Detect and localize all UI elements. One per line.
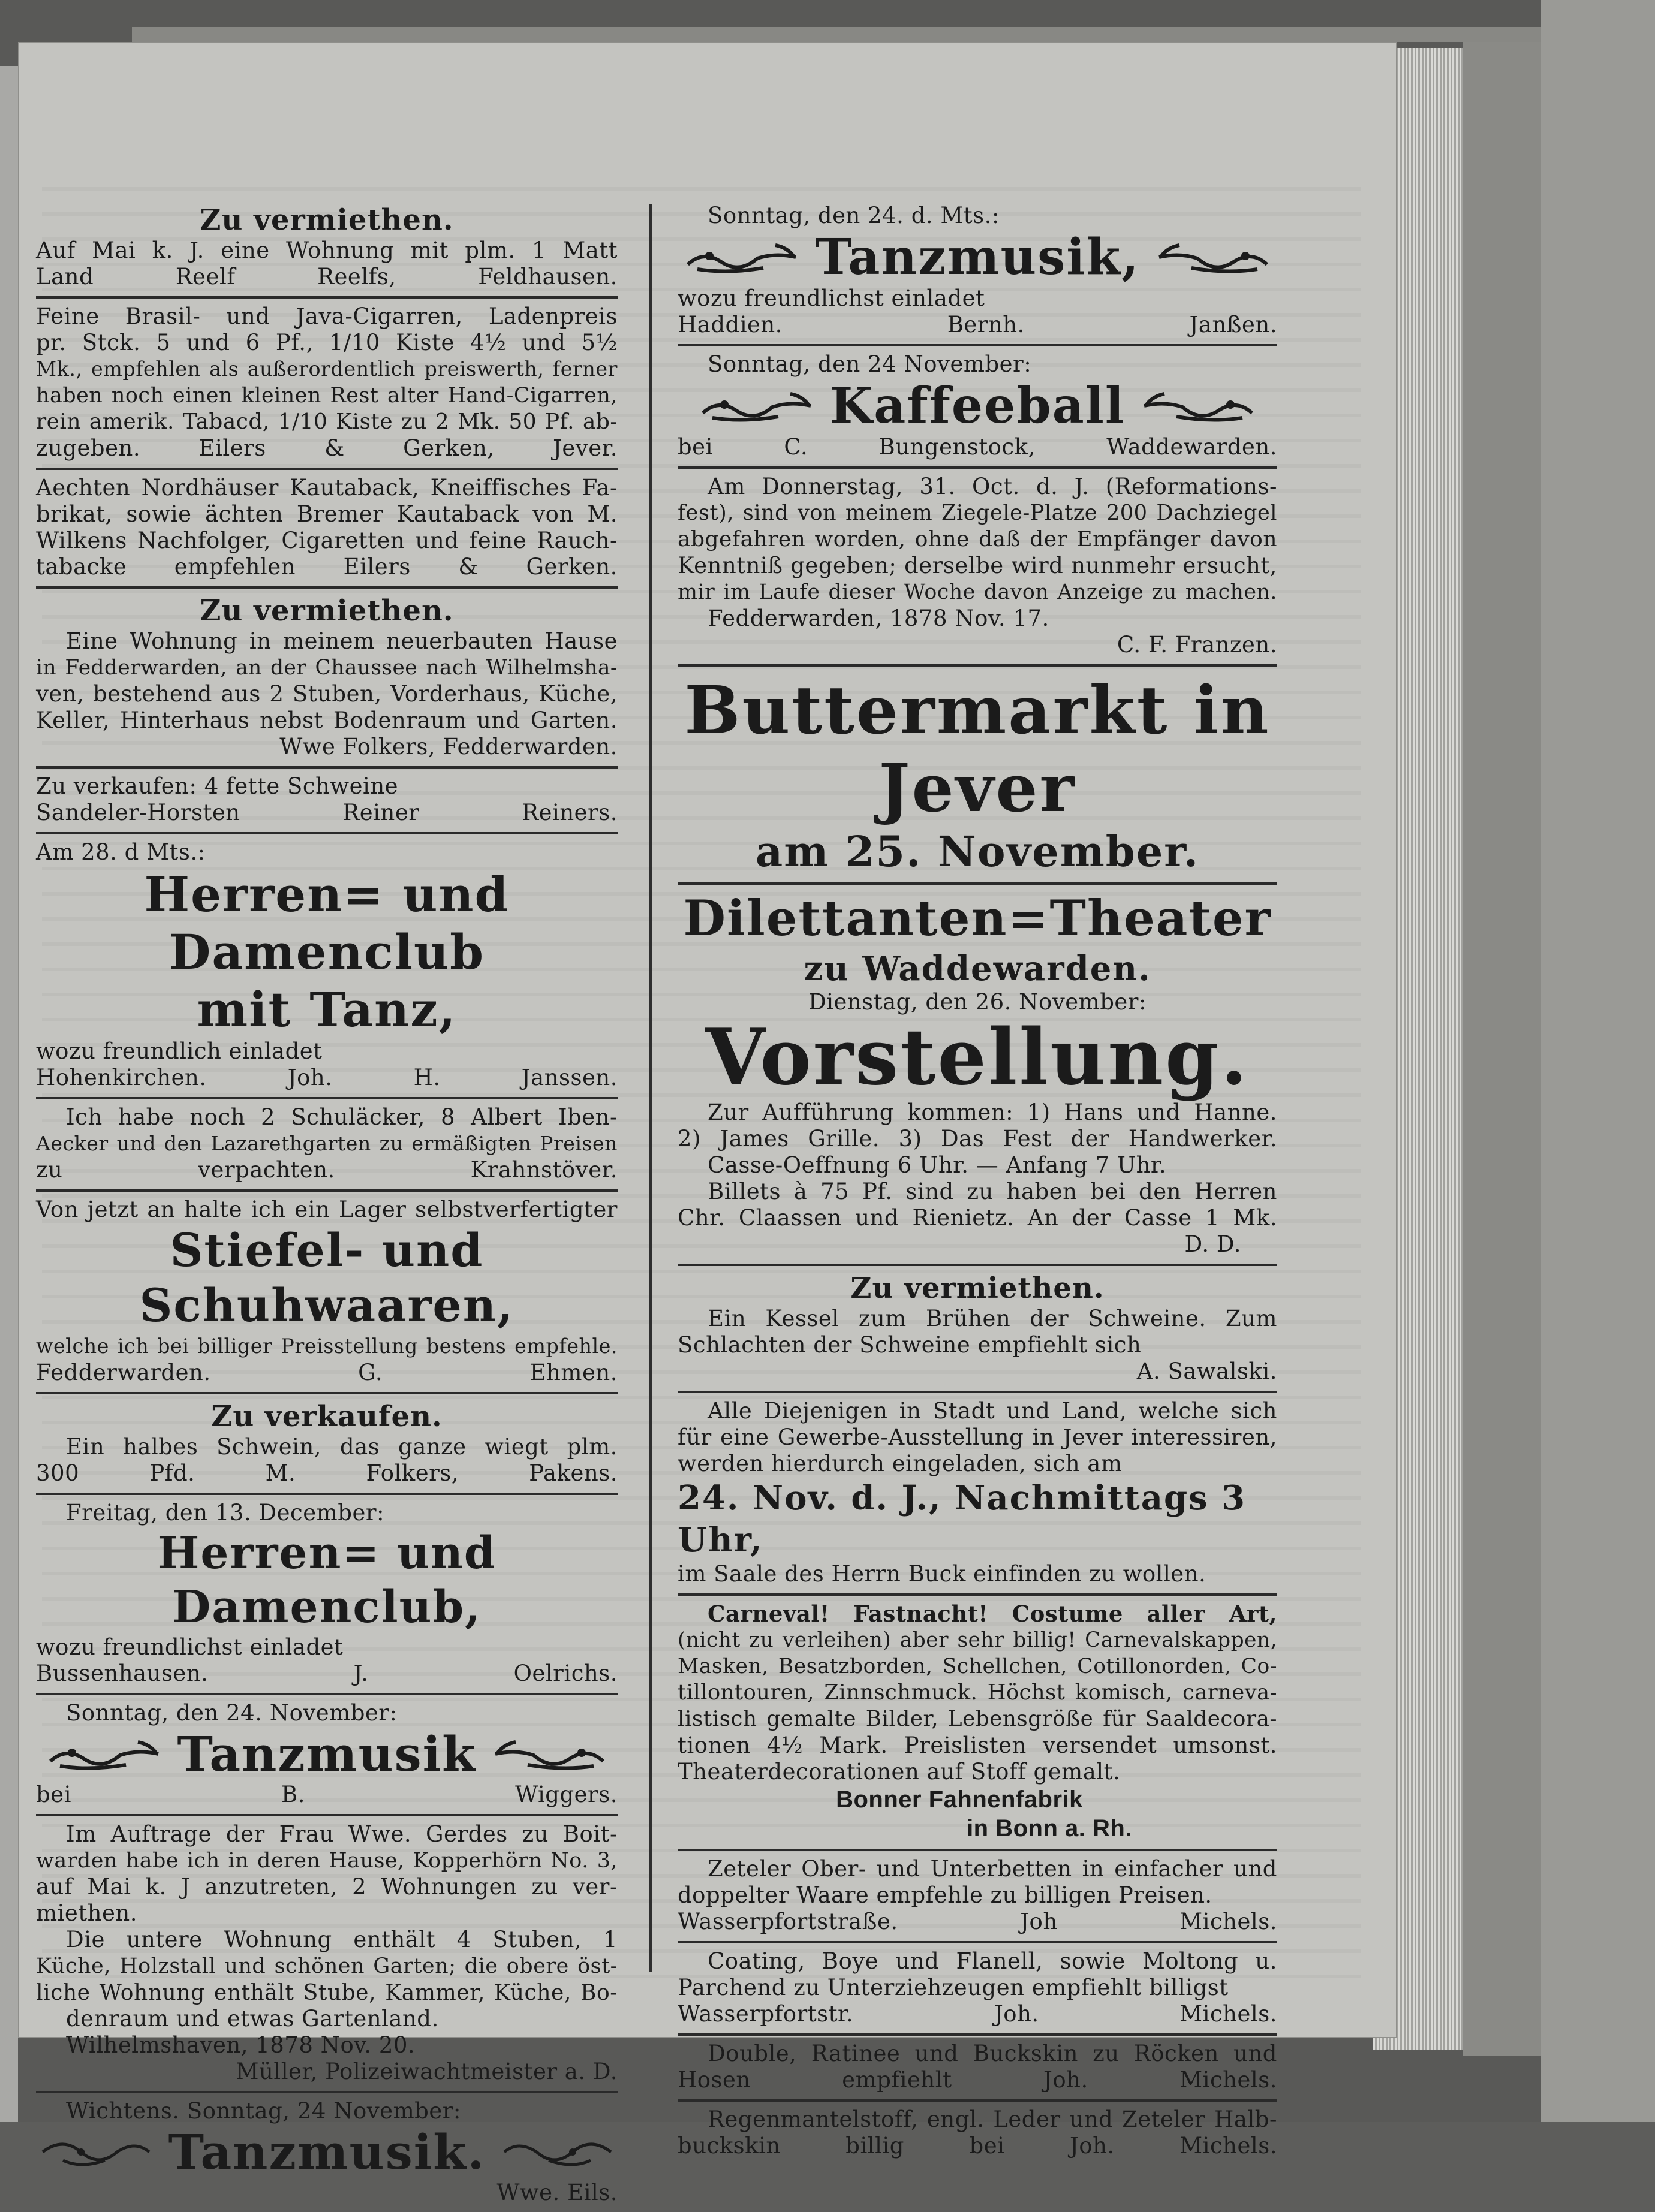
headline-row bbox=[36, 1726, 618, 1782]
ad-betten bbox=[678, 1851, 1277, 1943]
ad-text-left: bei bbox=[36, 1782, 71, 1807]
ad-headline: Buttermarkt in Jever bbox=[684, 671, 1271, 827]
ad-buckskin bbox=[678, 2036, 1277, 2102]
flourish-right-icon bbox=[1156, 238, 1269, 276]
ad-text-line: Keller, Hinterhaus nebst Bodenraum und Garten. bbox=[36, 707, 618, 733]
ad-cigarren bbox=[36, 299, 618, 470]
ad-text-line: Auf Mai k. J. eine Wohnung mit plm. 1 Matt bbox=[36, 237, 618, 263]
ad-zu-vermiethen-1 bbox=[36, 198, 618, 299]
ad-text-line: liche Wohnung enthält Stube, Kammer, Küche, Bo- bbox=[36, 1979, 618, 2005]
flourish-left-icon bbox=[685, 238, 799, 276]
ad-text-line: Zeteler Ober- und Unterbetten in einfacher und bbox=[708, 1856, 1277, 1882]
ad-zu-verkaufen-2 bbox=[36, 1394, 618, 1495]
ad-text-left: tabacke empfehlen bbox=[36, 554, 296, 580]
ad-zu-vermiethen-2 bbox=[36, 589, 618, 769]
ad-schulaecker bbox=[36, 1099, 618, 1192]
ad-kautaback bbox=[36, 470, 618, 589]
ad-text-line: Die untere Wohnung enthält 4 Stuben, 1 bbox=[66, 1927, 618, 1952]
ad-text-line: Wilhelmshaven, 1878 Nov. 20. bbox=[66, 2032, 416, 2058]
book-binding bbox=[1463, 27, 1541, 2056]
headline-row bbox=[678, 378, 1277, 434]
ad-signature: M. Folkers, Pakens. bbox=[265, 1460, 618, 1486]
ad-text-left: Sandeler-Horsten bbox=[36, 800, 240, 825]
ad-headline: Herren= und Damenclub, bbox=[157, 1527, 496, 1633]
previous-page-edge bbox=[0, 66, 18, 2122]
ad-text-line: Im Auftrage der Frau Wwe. Gerdes zu Boit- bbox=[66, 1821, 618, 1847]
flourish-left-icon bbox=[48, 1735, 162, 1773]
ad-text-left: zugeben. bbox=[36, 435, 141, 461]
ad-dachziegel bbox=[678, 469, 1277, 667]
ad-text-line: fest), sind von meinem Ziegele-Platze 200 Dachziegel bbox=[678, 501, 1277, 525]
ad-signature: A. Sawalski. bbox=[1136, 1358, 1277, 1384]
ad-gewerbe-ausstellung bbox=[678, 1393, 1277, 1596]
ad-subheadline: zu Waddewarden. bbox=[804, 949, 1151, 989]
firm-location: in Bonn a. Rh. bbox=[967, 1815, 1132, 1842]
ad-text-left: zu verpachten. bbox=[36, 1157, 335, 1183]
flourish-right-icon bbox=[1141, 387, 1254, 425]
ad-text-line: Billets à 75 Pf. sind zu haben bei den Herren bbox=[708, 1179, 1277, 1204]
left-column bbox=[36, 198, 618, 2212]
ad-headline: 24. Nov. d. J., Nachmittags 3 Uhr, bbox=[678, 1478, 1247, 1560]
ad-text-line: Dienstag, den 26. November: bbox=[808, 989, 1147, 1015]
ad-text-line: Double, Ratinee und Buckskin zu Röcken und bbox=[708, 2041, 1277, 2066]
ad-signature: Bernh. Janßen. bbox=[947, 312, 1277, 337]
ad-signature: Joh. Michels. bbox=[994, 2001, 1277, 2027]
ad-text-line: wozu freundlich einladet bbox=[36, 1038, 323, 1064]
ad-text-line: rein amerik. Tabacd, 1/10 Kiste zu 2 Mk. 50 Pf. ab- bbox=[36, 409, 618, 434]
ad-text-line: denraum und etwas Gartenland. bbox=[66, 2006, 439, 2032]
ad-text-line: Am 28. d Mts.: bbox=[36, 839, 206, 865]
ad-headline: Tanzmusik. bbox=[168, 2124, 486, 2180]
ad-text-line: Kenntniß gegeben; derselbe wird nunmehr ersucht, bbox=[678, 553, 1277, 578]
ad-schuhwaaren bbox=[36, 1192, 618, 1394]
book-cover-edge bbox=[1541, 0, 1655, 2122]
ad-tanzmusik-wichtens bbox=[36, 2093, 618, 2212]
ad-text-line: auf Mai k. J anzutreten, 2 Wohnungen zu ver- bbox=[36, 1874, 618, 1900]
ad-text-left: Bussenhausen. bbox=[36, 1660, 209, 1686]
ad-text-line: Zu verkaufen: 4 fette Schweine bbox=[36, 773, 399, 799]
ad-text-line: Wilkens Nachfolger, Cigaretten und feine Rauch- bbox=[36, 528, 618, 553]
ad-text-line: Feine Brasil- und Java-Cigarren, Ladenpreis bbox=[36, 303, 618, 329]
ad-text-line: haben noch einen kleinen Rest alter Hand-Cigarren, bbox=[36, 384, 618, 408]
ad-text-left: Fedderwarden. bbox=[36, 1360, 211, 1385]
ad-text-line: für eine Gewerbe-Ausstellung in Jever interessiren, bbox=[678, 1424, 1277, 1450]
ad-headline: Tanzmusik, bbox=[815, 228, 1140, 286]
ad-text-left: bei bbox=[678, 434, 713, 460]
ad-signature: C. F. Franzen. bbox=[1117, 632, 1277, 658]
scroll-ornament-left-icon bbox=[39, 2133, 153, 2171]
ad-signature: Eilers & Gerken, Jever. bbox=[198, 435, 618, 461]
ad-signature: Joh Michels. bbox=[1020, 1909, 1277, 1934]
ad-text-line: miethen. bbox=[36, 1900, 138, 1926]
ad-text-line: mir im Laufe dieser Woche davon Anzeige zu machen. bbox=[678, 580, 1277, 604]
ad-damenclub-2 bbox=[36, 1495, 618, 1695]
ad-signature: Joh. H. Janssen. bbox=[287, 1065, 618, 1090]
ad-text-line: Küche, Holzstall und schönen Garten; die obere öst- bbox=[36, 1954, 618, 1978]
ad-regenmantelstoff bbox=[678, 2102, 1277, 2165]
firm-name: Bonner Fahnenfabrik bbox=[836, 1786, 1083, 1813]
ad-text-line: Parchend zu Unterziehzeugen empfiehlt billigst bbox=[678, 1975, 1229, 2000]
ad-signature: Joh. Michels. bbox=[1070, 2133, 1277, 2159]
flourish-right-icon bbox=[492, 1735, 606, 1773]
ad-text-line: im Saale des Herrn Buck einfinden zu wollen. bbox=[678, 1561, 1206, 1587]
ad-text-line: warden habe ich in deren Hause, Kopperhörn No. 3, bbox=[36, 1849, 618, 1873]
ad-text-line: Zur Aufführung kommen: 1) Hans und Hanne. bbox=[708, 1099, 1277, 1125]
ad-text-line: Aechten Nordhäuser Kautaback, Kneiffisches Fa- bbox=[36, 475, 618, 501]
ad-text-line: Ein Kessel zum Brühen der Schweine. Zum bbox=[708, 1306, 1277, 1331]
ad-text-line: in Fedderwarden, an der Chaussee nach Wilhelmsha- bbox=[36, 656, 618, 680]
ad-headline: Stiefel- und Schuhwaaren, bbox=[139, 1223, 514, 1332]
ad-text-line: Casse-Oeffnung 6 Uhr. — Anfang 7 Uhr. bbox=[708, 1152, 1167, 1178]
ad-text-left: Wasserpfortstraße. bbox=[678, 1909, 898, 1934]
ad-text-line: tionen 4½ Mark. Preislisten versendet umsonst. bbox=[678, 1732, 1277, 1758]
ad-text-line: Carneval! Fastnacht! Costume aller Art, bbox=[708, 1601, 1277, 1627]
ad-headline: Herren= und Damenclub bbox=[144, 866, 510, 980]
ad-headline: Dilettanten=Theater bbox=[683, 890, 1272, 947]
ad-title: Zu vermiethen. bbox=[200, 203, 454, 237]
ad-text-line: Am Donnerstag, 31. Oct. d. J. (Reformations- bbox=[708, 474, 1277, 499]
ad-kaffeeball bbox=[678, 346, 1277, 469]
top-edge-shadow bbox=[132, 27, 1541, 42]
ad-text-line: Regenmantelstoff, engl. Leder und Zeteler Halb- bbox=[708, 2106, 1277, 2132]
ad-signature: Reelf Reelfs, Feldhausen. bbox=[175, 264, 618, 290]
ad-text-line: Coating, Boye und Flanell, sowie Moltong u. bbox=[708, 1948, 1277, 1974]
ad-text-line: abgefahren worden, ohne daß der Empfänger davon bbox=[678, 527, 1277, 552]
ad-subheadline: am 25. November. bbox=[755, 827, 1200, 876]
ad-text-line: brikat, sowie ächten Bremer Kautaback von M. bbox=[36, 501, 618, 527]
ad-text-line: Sonntag, den 24 November: bbox=[708, 351, 1032, 377]
ad-signature: Wwe. Eils. bbox=[496, 2180, 618, 2205]
ad-signature: D. D. bbox=[1184, 1231, 1241, 1257]
ad-text-line: Theaterdecorationen auf Stoff gemalt. bbox=[678, 1759, 1121, 1785]
ad-text-line: ven, bestehend aus 2 Stuben, Vorderhaus, Küche, bbox=[36, 681, 618, 707]
ad-text-line: doppelter Waare empfehle zu billigen Preisen. bbox=[678, 1882, 1212, 1908]
ad-text-line: Sonntag, den 24. November: bbox=[66, 1700, 398, 1726]
column-divider bbox=[649, 204, 652, 1972]
ad-zu-verkaufen-1 bbox=[36, 769, 618, 834]
ad-headline: Kaffeeball bbox=[829, 377, 1126, 435]
ad-text-line: wozu freundlichst einladet bbox=[678, 285, 985, 311]
ad-text-line: Von jetzt an halte ich ein Lager selbstverfertigter bbox=[36, 1197, 618, 1222]
ad-signature: Eilers & Gerken. bbox=[343, 554, 618, 580]
ad-text-line: Ich habe noch 2 Schuläcker, 8 Albert Iben- bbox=[66, 1104, 618, 1130]
ad-text-line: Masken, Besatzborden, Schellchen, Cotillonorden, Co- bbox=[678, 1655, 1277, 1678]
ad-text-left: Hohenkirchen. bbox=[36, 1065, 207, 1090]
ad-damenclub-1 bbox=[36, 834, 618, 1099]
ad-text-left: Haddien. bbox=[678, 312, 783, 337]
ad-text-line: listisch gemalte Bilder, Lebensgröße für Saaldecora- bbox=[678, 1707, 1277, 1731]
headline-row bbox=[678, 229, 1277, 285]
ad-text-line: Schlachten der Schweine empfiehlt sich bbox=[678, 1332, 1142, 1358]
ad-text-line: Fedderwarden, 1878 Nov. 17. bbox=[708, 605, 1049, 631]
ad-headline: Tanzmusik bbox=[177, 1726, 477, 1782]
ad-carneval bbox=[678, 1596, 1277, 1851]
ad-tanzmusik-wiggers bbox=[36, 1695, 618, 1816]
ad-signature: Wwe Folkers, Fedderwarden. bbox=[279, 734, 618, 760]
ad-text-line: (nicht zu verleihen) aber sehr billig! Carnevalskappen, bbox=[678, 1628, 1277, 1652]
scroll-ornament-right-icon bbox=[501, 2133, 615, 2171]
ad-text-line: Ein halbes Schwein, das ganze wiegt plm. bbox=[66, 1434, 618, 1460]
ad-tanzmusik-haddien bbox=[678, 198, 1277, 346]
ad-text-line: Freitag, den 13. December: bbox=[66, 1500, 384, 1526]
ad-text-left: Land bbox=[36, 264, 94, 290]
ad-text-line: Alle Diejenigen in Stadt und Land, welche sich bbox=[708, 1398, 1277, 1424]
ad-signature: Reiner Reiners. bbox=[342, 800, 618, 825]
ad-text-left: Hosen empfiehlt bbox=[678, 2067, 952, 2093]
ad-signature: C. Bungenstock, Waddewarden. bbox=[784, 434, 1277, 460]
ad-signature: G. Ehmen. bbox=[358, 1360, 618, 1385]
ad-wohnungen-boitwarden bbox=[36, 1816, 618, 2093]
ad-headline: mit Tanz, bbox=[197, 981, 457, 1038]
ad-title: Zu verkaufen. bbox=[211, 1400, 443, 1433]
ad-coating bbox=[678, 1943, 1277, 2036]
ad-text-line: 2) James Grille. 3) Das Fest der Handwerker. bbox=[678, 1126, 1277, 1152]
ad-text-line: Sonntag, den 24. d. Mts.: bbox=[708, 203, 1000, 228]
flourish-left-icon bbox=[700, 387, 814, 425]
ad-text-line: Wichtens. Sonntag, 24 November: bbox=[66, 2098, 461, 2124]
ad-signature: Joh. Michels. bbox=[1043, 2067, 1278, 2093]
ad-headline: Vorstellung. bbox=[705, 1012, 1250, 1102]
ad-signature: B. Wiggers. bbox=[281, 1782, 618, 1807]
ad-text-left: 300 Pfd. bbox=[36, 1460, 195, 1486]
right-column bbox=[678, 198, 1277, 2165]
ad-text-line: wozu freundlichst einladet bbox=[36, 1634, 344, 1660]
ad-text-line: welche ich bei billiger Preisstellung bestens empfehle. bbox=[36, 1334, 618, 1358]
ad-text-line: Chr. Claassen und Rienietz. An der Casse 1 Mk. bbox=[678, 1205, 1277, 1231]
ad-text-left: Wasserpfortstr. bbox=[678, 2001, 854, 2027]
ad-text-line: pr. Stck. 5 und 6 Pf., 1/10 Kiste 4½ und 5½ bbox=[36, 330, 618, 355]
ad-text-line: Eine Wohnung in meinem neuerbauten Hause bbox=[66, 628, 618, 654]
ad-text-line: Mk., empfehlen als außerordentlich preiswerth, ferner bbox=[36, 357, 618, 381]
ad-buttermarkt bbox=[678, 667, 1277, 885]
ad-text-line: werden hierdurch eingeladen, sich am bbox=[678, 1451, 1123, 1476]
ad-text-line: Aecker und den Lazarethgarten zu ermäßigten Preisen bbox=[36, 1132, 618, 1155]
ad-theater bbox=[678, 885, 1277, 1266]
ad-text-line: tillontouren, Zinnschmuck. Höchst komisch, carneva- bbox=[678, 1680, 1277, 1705]
ad-zu-vermiethen-kessel bbox=[678, 1266, 1277, 1393]
ad-text-left: buckskin billig bei bbox=[678, 2133, 1005, 2159]
ad-signature: Krahnstöver. bbox=[470, 1157, 618, 1183]
ad-title: Zu vermiethen. bbox=[850, 1271, 1105, 1305]
headline-row bbox=[36, 2124, 618, 2180]
ad-signature: Müller, Polizeiwachtmeister a. D. bbox=[236, 2059, 618, 2084]
ad-signature: J. Oelrichs. bbox=[353, 1660, 618, 1686]
ad-title: Zu vermiethen. bbox=[200, 594, 454, 628]
